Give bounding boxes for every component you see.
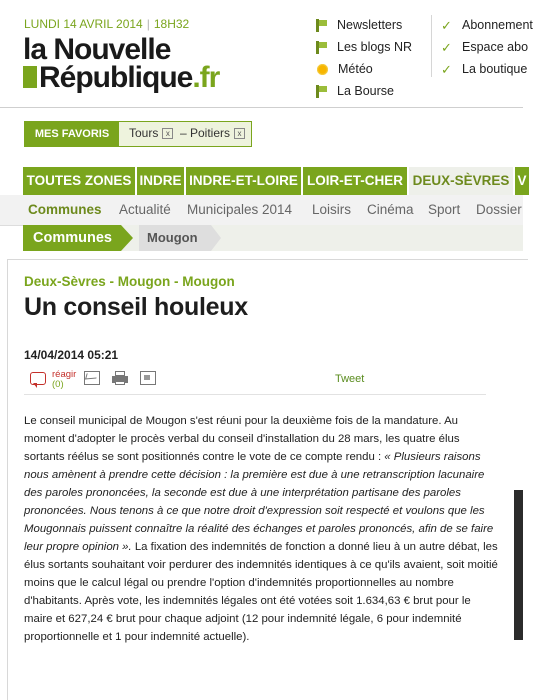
subnav-cinema[interactable]: Cinéma — [367, 202, 414, 217]
favorite-tours[interactable] — [129, 126, 173, 140]
link-espace-abo[interactable] — [441, 36, 533, 58]
logo-tld: .fr — [192, 61, 220, 94]
link-boutique[interactable] — [441, 58, 533, 80]
tab-toutes-zones[interactable]: TOUTES ZONES — [23, 167, 135, 195]
remove-icon[interactable]: x — [162, 128, 173, 139]
print-icon[interactable] — [112, 371, 128, 385]
react-link[interactable]: réagir — [52, 369, 77, 380]
logo-line2 — [23, 61, 220, 94]
breadcrumb-arrow-icon — [211, 225, 221, 251]
link-abonnement[interactable] — [441, 14, 533, 36]
link-bourse[interactable] — [316, 80, 412, 102]
blog-icon — [316, 41, 328, 54]
site-logo[interactable] — [23, 33, 220, 94]
header-divider — [431, 15, 432, 77]
current-date: LUNDI 14 AVRIL 2014 — [24, 17, 143, 31]
body-paragraph: Le conseil municipal de Mougon s'est réuni pour la deuxième fois de la mandature. Au moment d'adopter le procès verbal du conseil d'installation du 28 mars, les quatre élus sortants réélus se sont positionnés contre le vote de ce compte rendu : — [24, 415, 460, 463]
link-meteo[interactable] — [316, 58, 412, 80]
react-count: (0) — [52, 379, 64, 390]
breadcrumb-section[interactable]: Communes — [23, 225, 121, 251]
tab-deux-sevres[interactable]: DEUX-SÈVRES — [409, 167, 513, 195]
article-title: Un conseil houleux — [24, 293, 248, 321]
check-icon: ✓ — [441, 17, 452, 33]
link-blogs[interactable] — [316, 36, 412, 58]
article-body — [24, 412, 500, 646]
tools-divider — [24, 394, 486, 395]
favorites-label: MES FAVORIS — [25, 122, 119, 146]
link-label: Les blogs NR — [337, 40, 413, 54]
comment-icon[interactable] — [30, 372, 46, 385]
tab-indre[interactable]: INDRE — [137, 167, 184, 195]
link-label: Abonnement — [462, 18, 533, 32]
body-paragraph: La fixation des indemnités de fonction a donné lieu à un autre débat, les élus sortants souhaitant voir perdurer des indemnités identiques à ce qu'ils avaient, soit moitié moins que le calcul légal ou prendre l'option d'indemnités proportionnelles au nombre d'habitants. Après vote, les indemnités légales ont été votées soit 1.634,63 € brut pour le maire et 627,24 € brut pour chaque adjoint (12 pour indemnité légale, 6 pour indemnité proportionnelle et 1 pour indemnité actuelle). — [24, 541, 498, 643]
link-label: Newsletters — [337, 18, 403, 32]
favorite-label: – Poitiers — [180, 126, 231, 140]
tab-loir-et-cher[interactable]: LOIR-ET-CHER — [303, 167, 407, 195]
breadcrumb-page[interactable]: Mougon — [139, 225, 211, 251]
article-date: 14/04/2014 05:21 — [24, 348, 119, 362]
newsletter-icon — [316, 19, 328, 32]
sub-nav — [0, 195, 523, 226]
breadcrumb-arrow-icon — [121, 225, 133, 251]
header-bottom-rule — [0, 107, 523, 108]
check-icon: ✓ — [441, 61, 452, 77]
subnav-sport[interactable]: Sport — [428, 202, 461, 217]
tab-vienne[interactable]: V — [515, 167, 529, 195]
email-icon[interactable] — [84, 371, 100, 385]
logo-mark-icon — [23, 66, 37, 88]
logo-republique: République — [39, 61, 193, 94]
link-label: La boutique — [462, 62, 528, 76]
date-separator: | — [146, 17, 150, 31]
subnav-communes[interactable]: Communes — [28, 202, 102, 217]
check-icon: ✓ — [441, 39, 452, 55]
header-links-right — [441, 14, 533, 80]
remove-icon[interactable]: x — [234, 128, 245, 139]
current-time: 18H32 — [153, 17, 190, 31]
favorite-label: Tours — [129, 126, 159, 140]
bourse-icon — [316, 85, 328, 98]
text-size-icon[interactable] — [140, 371, 156, 385]
link-label: La Bourse — [337, 84, 394, 98]
tweet-button[interactable]: Tweet — [335, 373, 365, 385]
date-line — [24, 17, 189, 31]
subnav-municipales[interactable]: Municipales 2014 — [187, 202, 293, 217]
main-nav — [23, 167, 527, 195]
favorite-poitiers[interactable] — [180, 126, 245, 140]
article-kicker[interactable]: Deux-Sèvres - Mougon - Mougon — [24, 274, 235, 289]
body-quote: « Plusieurs raisons nous amènent à prendre cette décision : la première est due à une retranscription lacunaire des paroles prononcées, la seconde est due à une interprétation partisane des paroles prononcées. Nous tenons à ce que notre droit d'expression soit respecté et voulons que les Mougonnais puissent connaître la réalité des échanges et paroles prononcés, afin de se faire leur propre opinion ». — [24, 451, 494, 553]
link-label: Météo — [338, 62, 373, 76]
header-links-left — [316, 14, 412, 102]
link-label: Espace abo — [462, 40, 529, 54]
subnav-actualite[interactable]: Actualité — [119, 202, 171, 217]
subnav-dossier[interactable]: Dossier — [476, 202, 522, 217]
subnav-loisirs[interactable]: Loisirs — [312, 202, 352, 217]
link-newsletters[interactable] — [316, 14, 412, 36]
logo-line1: la Nouvelle — [23, 33, 171, 66]
sun-icon — [316, 63, 329, 76]
side-panel-edge — [514, 490, 523, 640]
tab-indre-et-loire[interactable]: INDRE-ET-LOIRE — [186, 167, 301, 195]
